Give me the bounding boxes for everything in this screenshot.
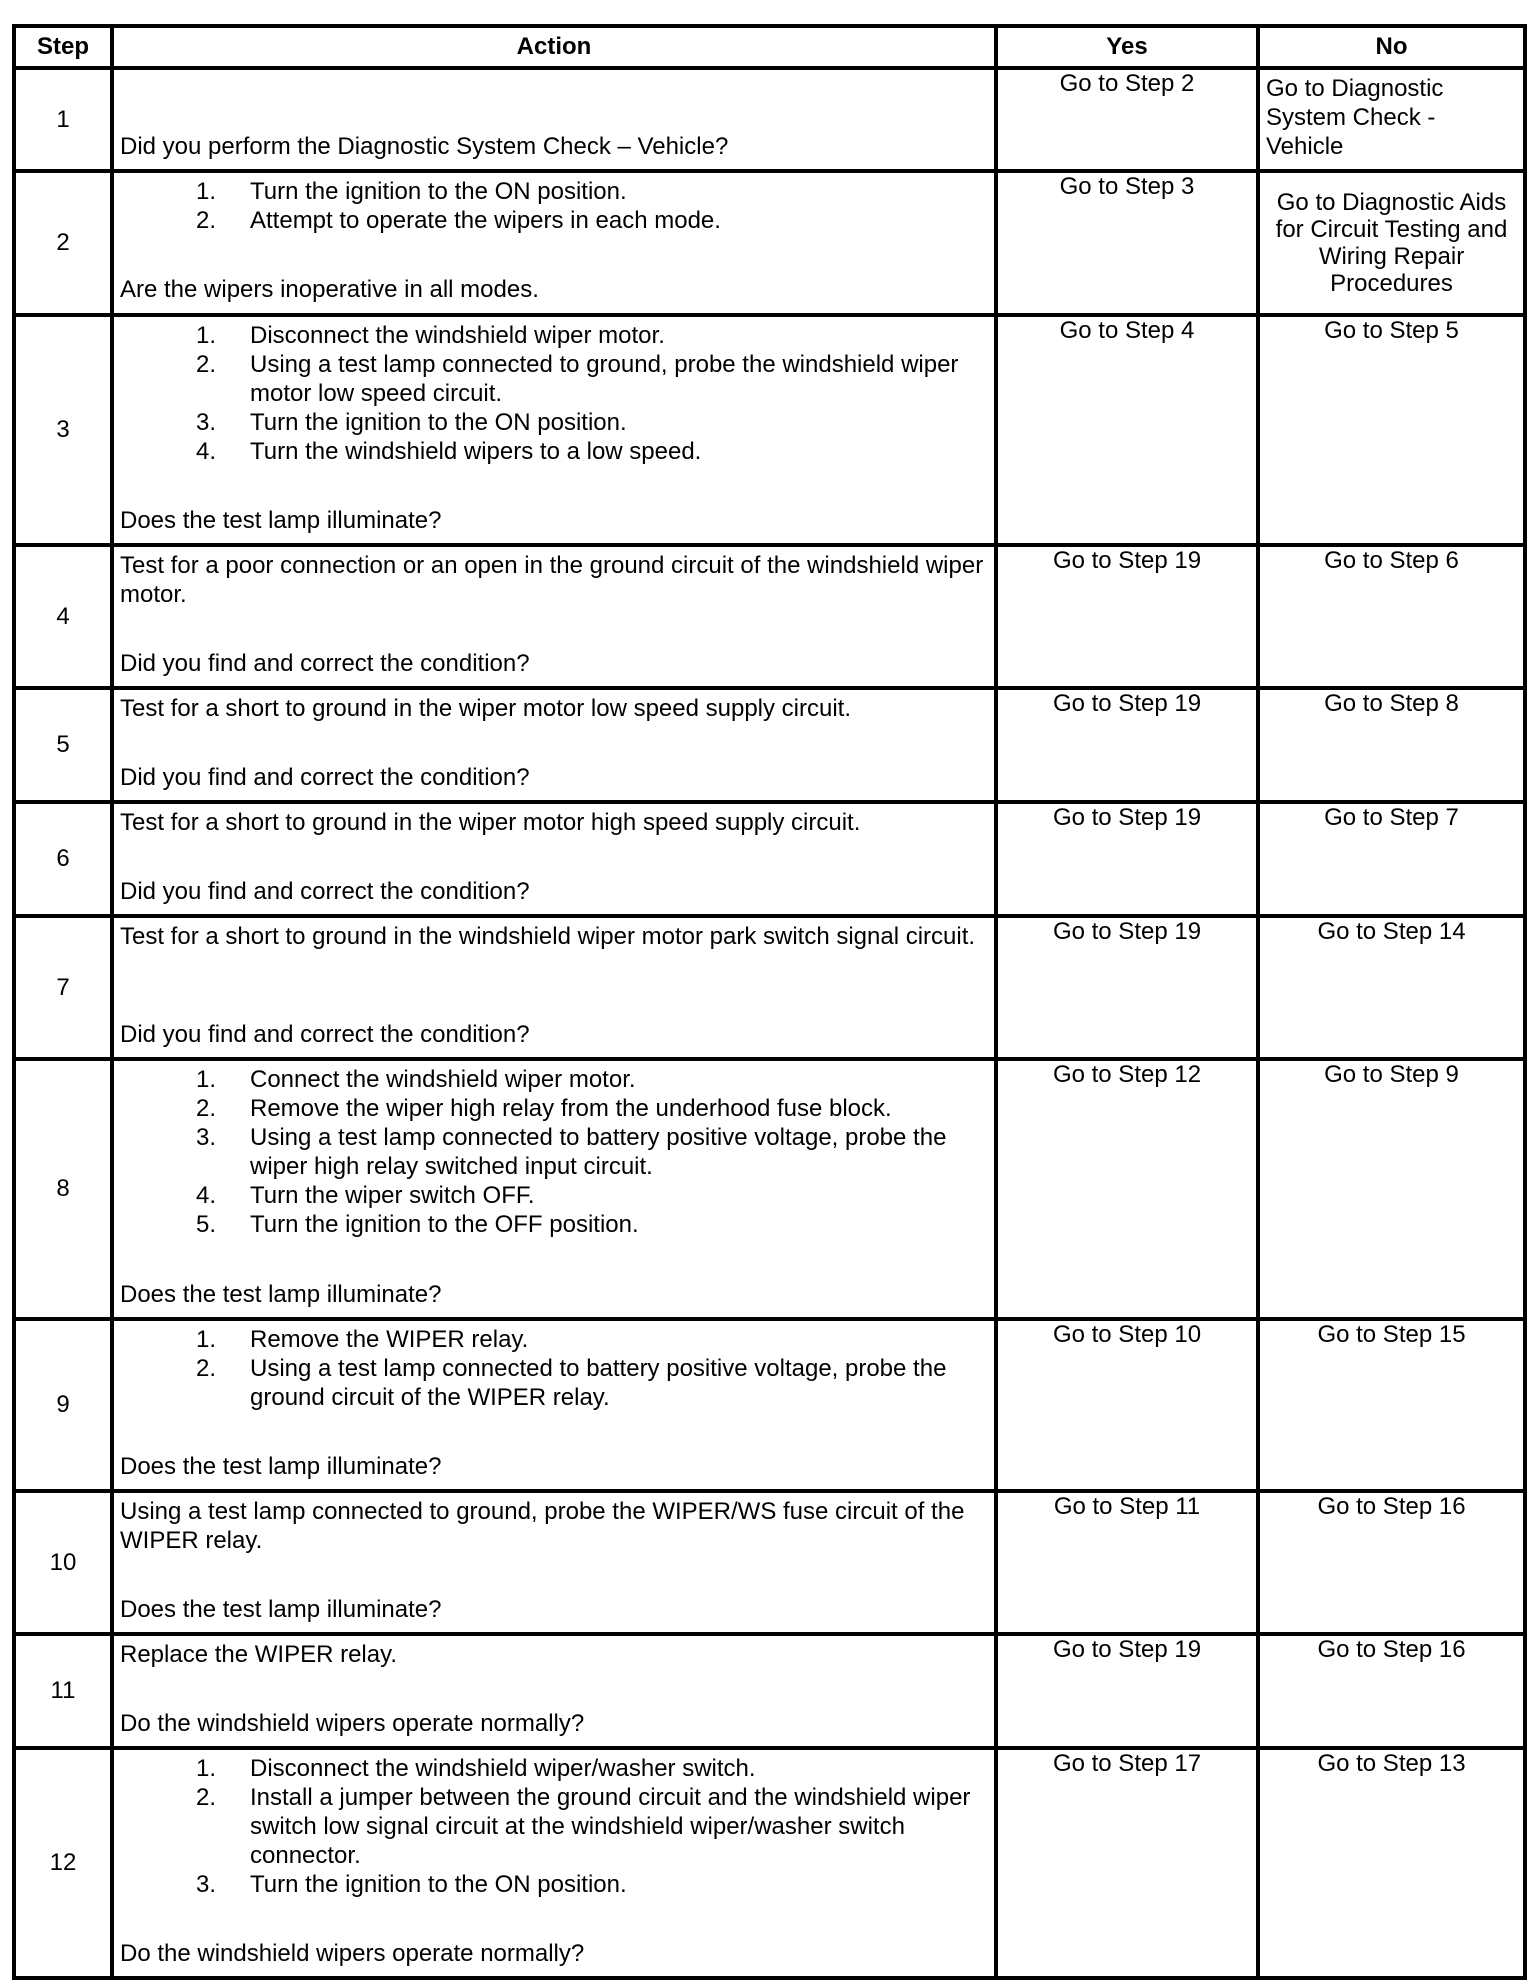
- action-question: Did you find and correct the condition?: [120, 1021, 530, 1048]
- instruction-list: [120, 1754, 988, 1899]
- instruction-number: 3.: [195, 1124, 216, 1151]
- step-number: 9: [14, 1319, 112, 1491]
- instruction-text: Remove the wiper high relay from the underhood fuse block.: [250, 1095, 892, 1122]
- instruction-text: Using a test lamp connected to battery positive voltage, probe the wiper high relay switched input circuit.: [250, 1124, 947, 1180]
- header-no: No: [1258, 26, 1525, 68]
- yes-link: Go to Step 19: [1052, 547, 1202, 574]
- instruction-item: [120, 206, 988, 235]
- action-cell: [112, 1491, 996, 1634]
- table-row: [14, 545, 1525, 688]
- header-action: Action: [112, 26, 996, 68]
- instruction-text: Connect the windshield wiper motor.: [250, 1066, 636, 1093]
- instruction-text: Disconnect the windshield wiper/washer switch.: [250, 1755, 756, 1782]
- table-row: [14, 1748, 1525, 1978]
- instruction-item: [120, 408, 988, 437]
- instruction-number: 3.: [195, 409, 216, 436]
- yes-link: Go to Step 19: [1052, 690, 1202, 717]
- instruction-number: 1.: [195, 1326, 216, 1353]
- action-question: Did you find and correct the condition?: [120, 878, 530, 905]
- yes-link: Go to Step 3: [1059, 173, 1195, 200]
- instruction-item: [120, 321, 988, 350]
- step-number: 11: [14, 1634, 112, 1748]
- step-number: 3: [14, 315, 112, 545]
- instruction-item: [120, 1210, 988, 1239]
- instruction-number: 4.: [195, 1182, 216, 1209]
- instruction-text: Turn the ignition to the ON position.: [250, 1871, 627, 1898]
- step-number: 10: [14, 1491, 112, 1634]
- action-question: Did you find and correct the condition?: [120, 650, 530, 677]
- action-text: Test for a short to ground in the windshield wiper motor park switch signal circuit.: [120, 923, 976, 950]
- instruction-text: Turn the ignition to the ON position.: [250, 409, 627, 436]
- no-cell: [1258, 1059, 1525, 1319]
- action-cell: [112, 171, 996, 315]
- no-cell: [1258, 1491, 1525, 1634]
- action-question: Did you perform the Diagnostic System Check – Vehicle?: [120, 133, 729, 160]
- instruction-number: 2.: [195, 1095, 216, 1122]
- table-row: [14, 1634, 1525, 1748]
- header-row: [14, 26, 1525, 68]
- instruction-number: 2.: [195, 1355, 216, 1382]
- no-cell: [1258, 916, 1525, 1059]
- instruction-item: [120, 350, 988, 408]
- no-cell: [1258, 1748, 1525, 1978]
- table-row: [14, 315, 1525, 545]
- instruction-text: Turn the ignition to the ON position.: [250, 178, 627, 205]
- no-cell: [1258, 688, 1525, 802]
- instruction-number: 2.: [195, 1784, 216, 1811]
- instruction-item: [120, 1783, 988, 1870]
- yes-link: Go to Step 19: [1052, 1636, 1202, 1663]
- instruction-item: [120, 1325, 988, 1354]
- instruction-number: 4.: [195, 438, 216, 465]
- header-step: Step: [14, 26, 112, 68]
- yes-link: Go to Step 2: [1059, 70, 1195, 97]
- no-link: Go to Step 16: [1317, 1636, 1466, 1663]
- yes-link: Go to Step 11: [1053, 1493, 1201, 1520]
- yes-cell: [996, 315, 1258, 545]
- yes-cell: [996, 1059, 1258, 1319]
- yes-link: Go to Step 19: [1052, 804, 1202, 831]
- yes-cell: [996, 545, 1258, 688]
- instruction-item: [120, 1754, 988, 1783]
- yes-link: Go to Step 12: [1052, 1061, 1202, 1088]
- step-number: 5: [14, 688, 112, 802]
- table-row: [14, 1059, 1525, 1319]
- no-link: Go to Step 13: [1317, 1750, 1466, 1777]
- no-link: Go to Step 14: [1317, 918, 1466, 945]
- diagnostic-table: [12, 24, 1527, 1980]
- instruction-item: [120, 1094, 988, 1123]
- step-number: 8: [14, 1059, 112, 1319]
- instruction-list: [120, 321, 988, 466]
- yes-link: Go to Step 4: [1059, 317, 1195, 344]
- no-cell: [1258, 315, 1525, 545]
- instruction-item: [120, 177, 988, 206]
- table-row: [14, 68, 1525, 171]
- action-question: Are the wipers inoperative in all modes.: [120, 276, 539, 303]
- action-cell: [112, 1634, 996, 1748]
- yes-cell: [996, 688, 1258, 802]
- yes-cell: [996, 1748, 1258, 1978]
- yes-cell: [996, 171, 1258, 315]
- table-row: [14, 688, 1525, 802]
- table-row: [14, 1491, 1525, 1634]
- action-cell: [112, 688, 996, 802]
- action-question: Does the test lamp illuminate?: [120, 507, 442, 534]
- instruction-text: Install a jumper between the ground circuit and the windshield wiper switch low signal circuit at the windshield wiper/washer switch connector.: [250, 1784, 971, 1869]
- instruction-item: [120, 1181, 988, 1210]
- action-cell: [112, 1748, 996, 1978]
- instruction-list: [120, 177, 988, 235]
- table-row: [14, 802, 1525, 916]
- action-text: Replace the WIPER relay.: [120, 1641, 397, 1668]
- instruction-text: Using a test lamp connected to battery positive voltage, probe the ground circuit of the WIPER relay.: [250, 1355, 947, 1411]
- instruction-number: 5.: [195, 1211, 216, 1238]
- no-link: Go to Step 6: [1324, 547, 1459, 574]
- instruction-number: 2.: [195, 351, 216, 378]
- no-cell: [1258, 171, 1525, 315]
- action-text: Test for a poor connection or an open in the ground circuit of the windshield wiper motor.: [120, 552, 984, 608]
- instruction-list: [120, 1065, 988, 1239]
- no-link: Go to Diagnostic System Check - Vehicle: [1266, 75, 1444, 160]
- action-cell: [112, 1059, 996, 1319]
- action-question: Does the test lamp illuminate?: [120, 1281, 442, 1308]
- instruction-text: Attempt to operate the wipers in each mode.: [250, 207, 721, 234]
- instruction-item: [120, 1354, 988, 1412]
- instruction-item: [120, 1870, 988, 1899]
- no-link: Go to Step 16: [1317, 1493, 1466, 1520]
- action-question: Did you find and correct the condition?: [120, 764, 530, 791]
- no-cell: [1258, 545, 1525, 688]
- no-link: Go to Step 5: [1324, 317, 1459, 344]
- step-number: 6: [14, 802, 112, 916]
- instruction-item: [120, 1065, 988, 1094]
- yes-cell: [996, 916, 1258, 1059]
- no-link: Go to Step 8: [1324, 690, 1459, 717]
- table-row: [14, 1319, 1525, 1491]
- instruction-text: Using a test lamp connected to ground, probe the windshield wiper motor low speed circuit.: [250, 351, 959, 407]
- step-number: 2: [14, 171, 112, 315]
- instruction-text: Turn the ignition to the OFF position.: [250, 1211, 639, 1238]
- instruction-text: Turn the wiper switch OFF.: [250, 1182, 535, 1209]
- instruction-number: 1.: [195, 1066, 216, 1093]
- instruction-item: [120, 1123, 988, 1181]
- action-question: Does the test lamp illuminate?: [120, 1453, 442, 1480]
- no-cell: [1258, 802, 1525, 916]
- action-cell: [112, 802, 996, 916]
- action-text: Test for a short to ground in the wiper motor low speed supply circuit.: [120, 695, 852, 722]
- action-cell: [112, 315, 996, 545]
- table-row: [14, 916, 1525, 1059]
- action-cell: [112, 545, 996, 688]
- action-cell: [112, 68, 996, 171]
- instruction-number: 1.: [195, 178, 216, 205]
- instruction-item: [120, 437, 988, 466]
- action-text: Test for a short to ground in the wiper motor high speed supply circuit.: [120, 809, 861, 836]
- no-cell: [1258, 1319, 1525, 1491]
- action-question: Do the windshield wipers operate normally?: [120, 1940, 585, 1967]
- no-link: Go to Step 7: [1324, 804, 1459, 831]
- no-link: Go to Step 15: [1317, 1321, 1466, 1348]
- action-question: Do the windshield wipers operate normally?: [120, 1710, 585, 1737]
- yes-cell: [996, 68, 1258, 171]
- action-text: Using a test lamp connected to ground, probe the WIPER/WS fuse circuit of the WIPER relay.: [120, 1498, 965, 1554]
- yes-link: Go to Step 10: [1052, 1321, 1202, 1348]
- step-number: 4: [14, 545, 112, 688]
- no-link: Go to Diagnostic Aids for Circuit Testing and Wiring Repair Procedures: [1275, 189, 1508, 297]
- yes-link: Go to Step 17: [1052, 1750, 1202, 1777]
- instruction-number: 1.: [195, 1755, 216, 1782]
- instruction-number: 2.: [195, 207, 216, 234]
- table-row: [14, 171, 1525, 315]
- step-number: 1: [14, 68, 112, 171]
- instruction-number: 3.: [195, 1871, 216, 1898]
- yes-cell: [996, 802, 1258, 916]
- action-question: Does the test lamp illuminate?: [120, 1596, 442, 1623]
- instruction-text: Disconnect the windshield wiper motor.: [250, 322, 665, 349]
- instruction-text: Turn the windshield wipers to a low speed.: [250, 438, 702, 465]
- action-cell: [112, 916, 996, 1059]
- instruction-number: 1.: [195, 322, 216, 349]
- instruction-text: Remove the WIPER relay.: [250, 1326, 529, 1353]
- no-cell: [1258, 1634, 1525, 1748]
- yes-cell: [996, 1634, 1258, 1748]
- step-number: 12: [14, 1748, 112, 1978]
- yes-link: Go to Step 19: [1052, 918, 1202, 945]
- no-link: Go to Step 9: [1324, 1061, 1459, 1088]
- header-yes: Yes: [996, 26, 1258, 68]
- action-cell: [112, 1319, 996, 1491]
- instruction-list: [120, 1325, 988, 1412]
- step-number: 7: [14, 916, 112, 1059]
- yes-cell: [996, 1491, 1258, 1634]
- yes-cell: [996, 1319, 1258, 1491]
- no-cell: [1258, 68, 1525, 171]
